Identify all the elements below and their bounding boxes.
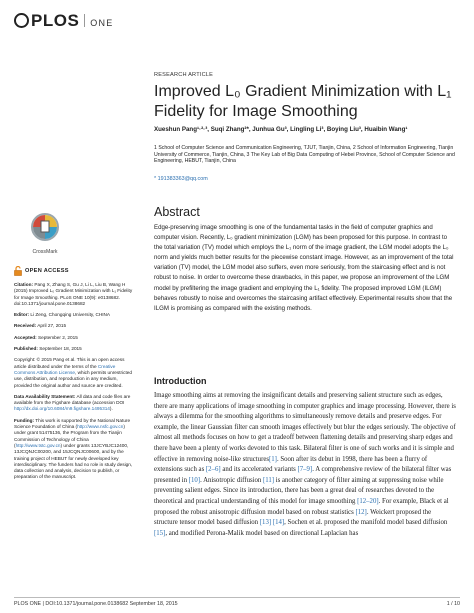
ref-link-12-20[interactable]: [12–20] — [357, 497, 379, 505]
copyright-text-post: , which permits unrestricted use, distribution, and reproduction in any medium, provided the original author and source are credited. — [14, 369, 133, 388]
open-lock-icon — [14, 266, 22, 276]
received-date: April 27, 2015 — [37, 323, 67, 329]
footer-divider — [14, 597, 460, 598]
funding-label: Funding: — [14, 417, 35, 423]
ref-link-14[interactable]: [14] — [272, 519, 285, 527]
introduction-heading: Introduction — [154, 376, 207, 386]
ref-link-1[interactable]: [1] — [269, 455, 277, 463]
corresponding-email-link[interactable]: * 191383363@qq.com — [154, 176, 208, 182]
introduction-text — [154, 391, 456, 539]
footer-citation: PLOS ONE | DOI:10.1371/journal.pone.0138682 September 18, 2015 — [14, 601, 178, 607]
published-label: Published: — [14, 346, 38, 352]
received-block — [14, 323, 136, 329]
funding-mid: ) under grant 51475136, the Program from the Tianjin Commission of Technology of China ( — [14, 424, 125, 448]
editor-text: Li Zeng, Chongqing University, CHINA — [30, 312, 111, 318]
intro-text-1: Image smoothing aims at removing the insignificant details and preserving salient structure such as edges, there are many applications of image smoothing in computer graphics and image processing. However, there is always a dilemma for the smoothing algorithms to simultaneously remove details and preserve edges. For example, the linear Gaussian filter can smooth images effectively but blur the edges seriously. The objective of almost all methods focuses on how to get a tradeoff between flattening details and preserving sharp edges and there have been a plenty of works devoted to this task. Bilateral filter is one of such works and it is simple and effective in removing noise-like structures — [154, 392, 456, 463]
citation-label: Citation: — [14, 282, 34, 287]
citation-block — [14, 282, 136, 307]
intro-text-3: and its accelerated variants — [220, 466, 298, 474]
plos-one-logo — [14, 11, 113, 31]
editor-label: Editor: — [14, 312, 30, 318]
figshare-link[interactable]: http://dx.doi.org/10.6084/m9.figshare.1495314 — [14, 406, 110, 412]
article-title: Improved L₀ Gradient Minimization with L₁ Fidelity for Image Smoothing — [154, 83, 452, 120]
published-block — [14, 346, 136, 352]
abstract-text: Edge-preserving image smoothing is one of the fundamental tasks in the field of computer graphics and computer vision. Recently, L₀ gradient minimization (LGM) has been proposed for this purpose. In contrast to the total variation (TV) model which employs the L₁ norm of the image gradient, the LGM model adopts the L₀ norm and yields much better results for the piecewise constant image. However, as an improvement of the total variation (TV) model, the LGM model also suffers, even more seriously, from the staircasing effect and is not robust to noise. In order to overcome these drawbacks, in this paper, we propose an improvement of the LGM model by prefiltering the image gradient and employing the L₁ fidelity. The proposed improved LGM (ILGM) behaves robustly to noise and overcomes the staircasing artifact effectively. Experimental results show that the ILGM is promising as compared with the existing methods. — [154, 224, 454, 312]
funding-block — [14, 418, 136, 481]
logo-text: PLOS — [31, 11, 80, 30]
crossmark-badge[interactable] — [22, 212, 68, 255]
abstract-heading: Abstract — [154, 205, 200, 219]
crossmark-icon — [30, 212, 60, 242]
intro-text-5: . Anisotropic diffusion — [200, 476, 263, 484]
intro-text-6: is another category of filter aiming at suppressing noise while preventing salient edges. Since its introduction, there has been a great deal of researches devoted to the theoretical and practical understanding of this model for image smoothing — [154, 476, 444, 505]
data-availability-post: ). — [109, 406, 113, 412]
citation-text: Pang X, Zhang S, Gu J, Li L, Liu B, Wang H (2015) Improved L₀ Gradient Minimization with L₁ Fidelity for Image Smoothing. PLoS ONE 10(9): e0138682. doi:10.1371/journal.pone.0138682 — [14, 282, 133, 306]
ref-link-15[interactable]: [15] — [154, 529, 166, 537]
logo-suffix: ONE — [90, 18, 114, 28]
affiliations: 1 School of Computer Science and Communication Engineering, TJUT, Tianjin, China, 2 School of Information Engineering, Tianjin University of Commerce, Tianjin, China, 3 The Key Lab of Big Data Computing of Hebei Province, School of Computer Science and Engineering, HEBUT, Tianjin, China — [154, 145, 455, 165]
copyright-text-pre: Copyright: © 2015 Pang et al. This is an open access article distributed under the terms of the — [14, 357, 125, 369]
funding-post: ) under grants 13JCYBJC12400, 13JCQNJC00200, and 15JCQNJC00600, and by the training project of HEBUT for newly developed key interdisciplinary. The funders had no role in study design, data collection and analysis, decision to publish, or preparation of the manuscript. — [14, 442, 133, 480]
intro-text-10: , and modified Perona-Malik model based on directional Laplacian has — [165, 529, 359, 537]
intro-text-2: . Soon after its debut in 1998, there has been a flurry of extensions such as — [154, 455, 428, 474]
data-availability-pre: All data and code files are available from the Figshare database (accession DOI — [14, 393, 131, 406]
ref-link-12[interactable]: [12] — [355, 508, 367, 516]
logo-divider — [84, 14, 85, 27]
ref-link-7-9[interactable]: [7–9] — [297, 466, 313, 474]
intro-text-7: . For example, Black et al proposed the robust anisotropic diffusion model based on robust statistics — [154, 497, 449, 516]
accepted-block — [14, 335, 136, 341]
plos-logo-icon — [14, 13, 29, 28]
received-label: Received: — [14, 323, 37, 329]
accepted-label: Accepted: — [14, 334, 37, 340]
tstc-link[interactable]: http://www.tstc.gov.cn — [15, 442, 61, 448]
article-info-sidebar — [14, 266, 136, 486]
author-list[interactable]: Xueshun Pang¹·²·³, Suqi Zhang²*, Junhua Gu³, Lingling Li³, Boying Liu³, Huaibin Wang¹ — [154, 126, 408, 133]
editor-block — [14, 312, 136, 318]
page-number: 1 / 10 — [446, 601, 460, 607]
data-availability-block — [14, 394, 136, 413]
intro-text-9: , Sochen et al. proposed the manifold model based diffusion — [284, 519, 448, 527]
funding-pre: This work is supported by the National Nature Science Foundation of China ( — [14, 417, 131, 430]
ref-link-2-6[interactable]: [2–6] — [205, 466, 221, 474]
data-availability-label: Data Availability Statement: — [14, 393, 76, 399]
copyright-block — [14, 357, 136, 388]
intro-text-4: . A comprehensive review of the bilateral filter was presented in — [154, 466, 452, 484]
article-type: RESEARCH ARTICLE — [154, 72, 214, 78]
nsfc-link[interactable]: http://www.nsfc.gov.cn — [77, 424, 124, 430]
crossmark-label: CrossMark — [32, 249, 58, 255]
open-access-badge — [14, 266, 136, 276]
accepted-date: September 2, 2015 — [37, 334, 78, 340]
intro-text-8: . Weickert proposed the structure tensor model based diffusion — [154, 508, 432, 527]
open-access-label: OPEN ACCESS — [25, 267, 69, 274]
ref-link-10[interactable]: [10] — [188, 476, 201, 484]
ref-link-13[interactable]: [13] — [259, 519, 272, 527]
published-date: September 18, 2015 — [39, 346, 82, 352]
ref-link-11[interactable]: [11] — [263, 476, 275, 484]
cc-license-link[interactable]: Creative Commons Attribution License — [14, 363, 116, 375]
